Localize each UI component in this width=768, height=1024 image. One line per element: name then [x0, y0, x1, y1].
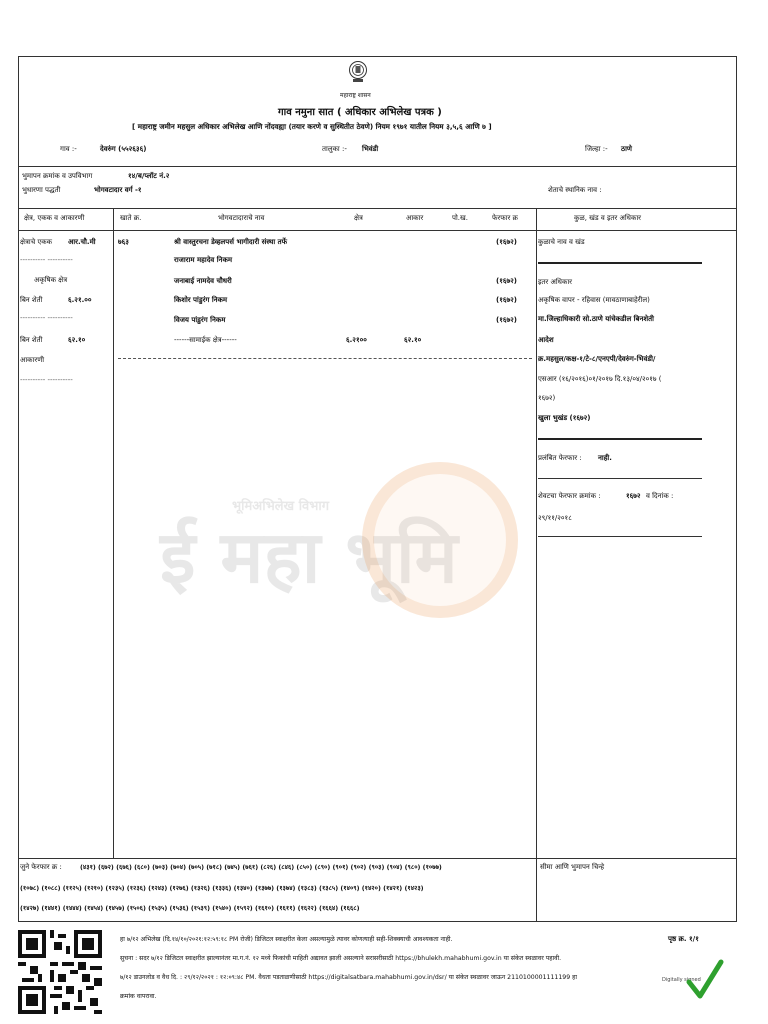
- boundary-label: सीमा आणि भुमापन चिन्हे: [540, 863, 605, 871]
- nonagri-label: अकृषिक क्षेत्र: [34, 276, 68, 284]
- holder-mutation: (१६७२): [496, 238, 517, 246]
- old-mutations-line: (१०७८) (१०८८) (११२५) (१२१०) (१२३५) (१२३६) (१२४३) (१२७६) (१३२६) (१३३६) (१३४०) (१३७७) (१३७४) (१३८३) (१३८५) (१४०९) (१४२०) (१४२१) (१४२३): [20, 884, 424, 892]
- district-label: जिल्हा :-: [585, 145, 608, 153]
- survey-label: भुमापन क्रमांक व उपविभाग: [22, 172, 93, 180]
- download-validity-text: ७/१२ डाउनलोड व वैध दि. : २९/१२/२०२१ : १२:०९:४८ PM. वैधता पडताळणीसाठी https://digitalsatbara.mahabhumi.gov.in/dsr/ या संकेत स्थळावर जाऊन 2110100001111199 हा: [120, 974, 577, 981]
- divider: [18, 858, 737, 859]
- binsheti-value: ६२.१०: [68, 336, 86, 344]
- unit-value: आर.चौ.मी: [68, 238, 96, 246]
- dash-line: ---------- ----------: [20, 314, 73, 322]
- rule-line: [538, 478, 702, 479]
- rule-line: [538, 262, 702, 264]
- common-akar-value: ६२.१०: [404, 336, 422, 344]
- district-value: ठाणे: [621, 145, 632, 153]
- tenure-value: भोगवटादार वर्ग -१: [94, 186, 142, 194]
- qr-code: [18, 930, 102, 1014]
- col-assessment: आकार: [406, 214, 424, 222]
- document-subtitle: [ महाराष्ट्र जमीन महसुल अधिकार अभिलेख आणि नोंदवह्या (तयार करणे व सुस्थितीत ठेवणे) नियम १९७१ यातील नियम ३,५,६ आणि ७ ]: [132, 122, 492, 131]
- holder-name: विजय पांडुरंग निकम: [174, 316, 226, 324]
- divider: [18, 230, 737, 231]
- col-area-unit: क्षेत्र, एकक व आकारणी: [24, 214, 85, 222]
- col-holder-name: भोगवटादाराचे नाव: [218, 214, 265, 222]
- divider: [18, 208, 737, 209]
- pending-mutation-value: नाही.: [598, 454, 612, 462]
- dash-line: ---------- ----------: [20, 256, 73, 264]
- divider: [18, 166, 737, 167]
- document-title: गाव नमुना सात ( अधिकार अभिलेख पत्रक ): [278, 107, 442, 118]
- signature-check-icon: [686, 958, 724, 1002]
- page-number: पृष्ठ क्र. १/१: [668, 935, 699, 943]
- order-text: १६७२): [538, 394, 556, 402]
- common-area-label: ------सामाईक क्षेत्र------: [174, 336, 237, 344]
- taluka-value: भिवंडी: [362, 145, 379, 153]
- col-area: क्षेत्र: [354, 214, 363, 222]
- village-value: देवरुंग (५५२६३६): [100, 145, 147, 153]
- org-name: महाराष्ट्र शासन: [340, 92, 371, 99]
- old-mutations-label: जुने फेरफार क्र :: [20, 863, 62, 871]
- open-plot-text: खुला भुखंड (१६७२): [538, 414, 591, 422]
- dash-line: ---------- ----------: [20, 376, 73, 384]
- holder-name: श्री वास्तुरचना डेव्हलपर्स भागीदारी संस्था तर्फे: [174, 238, 287, 246]
- watermark-text: ई महा भूमि: [160, 515, 458, 599]
- holder-name: जनाबाई नामदेव चौधरी: [174, 277, 232, 285]
- survey-value: १४/ब/प्लॉट नं.२: [128, 172, 170, 180]
- order-text: क्र.महसुल/कक्ष-१/टे-८/एनएपी/देवरुंग-भिवंडी/: [538, 355, 656, 363]
- watermark-small-text: भूमिअभिलेख विभाग: [232, 499, 330, 514]
- col-divider: [113, 208, 114, 858]
- order-text: एसआर (१६/२०१६)०१/२०१७ दि.१३/०४/२०१७ (: [538, 375, 662, 383]
- holder-mutation: (१६७२): [496, 296, 517, 304]
- old-mutations-line: (४३१) (६७२) (६७६) (६८०) (७०३) (७०४) (७०५) (७१८) (७४५) (७६१) (८२६) (८४६) (८५०) (८९०) (९०१) (९०२) (९०३) (९०४) (९८०) (१०७७): [80, 863, 442, 871]
- last-mutation-value: १६७२: [626, 492, 641, 500]
- col-khata: खाते क्र.: [120, 214, 142, 222]
- kul-label: कुळाचे नाव व खंड: [538, 238, 585, 246]
- rule-line: [538, 536, 702, 537]
- taluka-label: तालुका :-: [322, 145, 347, 153]
- village-label: गाव :-: [60, 145, 77, 153]
- binsheti-label: बिन शेती: [20, 336, 43, 344]
- other-rights-label: इतर अधिकार: [538, 278, 573, 286]
- order-text: आदेश: [538, 336, 554, 344]
- date-label: व दिनांक :: [646, 492, 674, 500]
- date-value: २९/११/२०१८: [538, 514, 572, 522]
- holder-name: किशोर पांडुरंग निकम: [174, 296, 228, 304]
- digital-signature-note: हा ७/१२ अभिलेख (दि.१४/१०/२०२१:१२:५९:१८ PM रोजी) डिजिटल स्वाक्षरीत केला असल्यामुळे त्यावर कोणत्याही सही-शिक्क्याची आवश्यकता नाही.: [120, 936, 453, 943]
- last-mutation-label: शेवटचा फेरफार क्रमांक :: [538, 492, 601, 500]
- binsheti-value: ६.२१.००: [68, 296, 92, 304]
- pending-mutation-label: प्रलंबित फेरफार :: [538, 454, 582, 462]
- common-area-value: ६.२१००: [346, 336, 367, 344]
- download-validity-text: क्रमांक वापरावा.: [120, 993, 157, 1000]
- holder-name: राजाराम महादेव निकम: [174, 256, 233, 264]
- watermark-logo-icon: [362, 462, 518, 618]
- unit-label: क्षेत्राचे एकक: [20, 238, 52, 246]
- old-mutations-line: (१४२७) (१४४१) (१४४४) (१४५४) (१४५७) (१५०६) (१५३५) (१५३६) (१५३९) (१५४०) (१५९२) (१६१०) (१६११) (१६२२) (१६६४) (१६६८): [20, 904, 360, 912]
- rule-line: [538, 438, 702, 440]
- akarni-label: आकारणी: [20, 356, 45, 364]
- local-name-label: शेताचे स्थानिक नाव :: [548, 186, 602, 194]
- holder-mutation: (१६७२): [496, 316, 517, 324]
- notice-text: सुचना : सदर ७/१२ डिजिटल स्वाक्षरीत झाल्यानंतर मा.ग.नं. १२ मध्ये फिकांची माहिती अद्यावत झाली असल्याने सरासरीसाठी https://bhulekh.mahabhumi.gov.in या संकेत स्थळावर पहावी.: [120, 955, 562, 962]
- col-rights: कुळ, खंड व इतर अधिकार: [574, 214, 641, 222]
- col-pokh: पो.ख.: [452, 214, 468, 222]
- col-mutation: फेरफार क्र: [492, 214, 518, 222]
- holder-mutation: (१६७२): [496, 277, 517, 285]
- digitally-signed-label: Digitally signed: [662, 977, 701, 983]
- dash-line: [118, 358, 532, 359]
- tenure-label: भुधारणा पद्धती: [22, 186, 61, 194]
- khata-number: ७६३: [118, 238, 129, 246]
- nonagri-use-text: अकृषिक वापर - रहिवास (मावठाणाबाहेरील): [538, 296, 650, 304]
- order-text: मा.जिल्हाधिकारी सो.ठाणे यांचेकडील बिनशेती: [538, 315, 654, 323]
- binsheti-label: बिन शेती: [20, 296, 43, 304]
- col-divider: [536, 208, 537, 922]
